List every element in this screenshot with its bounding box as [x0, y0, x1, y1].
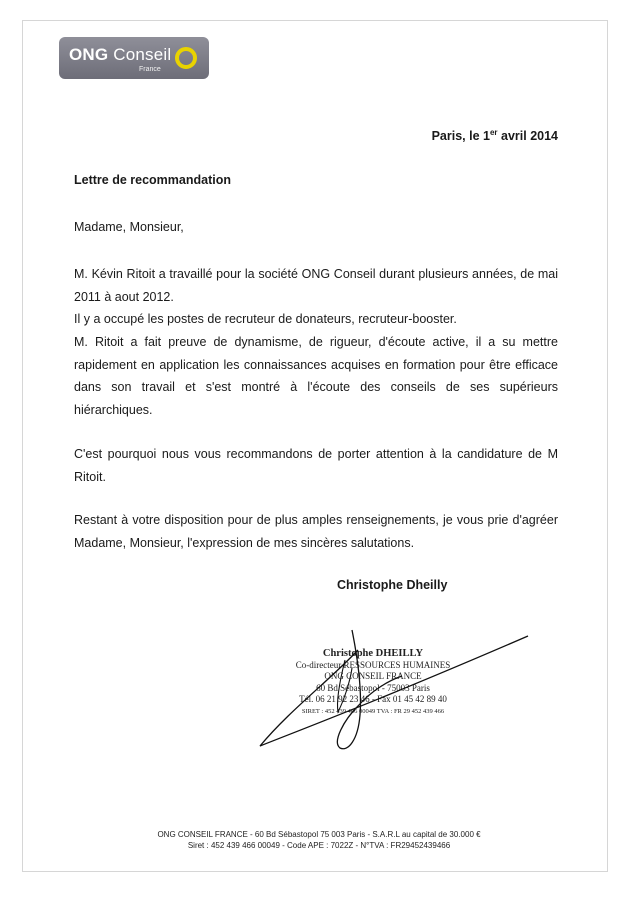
handwritten-signature [240, 620, 540, 760]
date-superscript: er [489, 128, 498, 137]
stamp-phone: Tél. 06 21 92 23 46 - Fax 01 45 42 89 40 [299, 694, 447, 705]
paragraph-recommendation: C'est pourquoi nous vous recommandons de porter attention à la candidature de M Ritoit. [74, 447, 558, 484]
letter-subject: Lettre de recommandation [74, 173, 231, 187]
stamp-ids: SIRET : 452 439 466 00049 TVA : FR 29 452 439 466 [301, 707, 445, 715]
date-prefix: Paris, le 1 [431, 129, 490, 144]
stamp-company: ONG CONSEIL FRANCE [324, 671, 422, 682]
paragraph-positions: Il y a occupé les postes de recruteur de donateurs, recruteur-booster. [74, 312, 457, 326]
logo-text-rest: Conseil [108, 45, 172, 64]
company-logo [59, 37, 209, 79]
footer-registration-line: Siret : 452 439 466 00049 - Code APE : 7022Z - N°TVA : FR29452439466 [187, 841, 451, 850]
logo-subtitle: France [139, 66, 161, 73]
stamp-title: Co-directeur RESSOURCES HUMAINES [295, 659, 451, 670]
stamp-address: 60 Bd Sébastopol - 75003 Paris [316, 682, 430, 693]
date-suffix: avril 2014 [497, 129, 558, 144]
paragraph-closing: Restant à votre disposition pour de plus amples renseignements, je vous prie d'agréer Madame, Monsieur, l'expression de mes sincères salutations. [74, 513, 558, 550]
paragraph-employment: M. Kévin Ritoit a travaillé pour la société ONG Conseil durant plusieurs années, de mai 2011 à aout 2012. [74, 267, 558, 304]
logo-text-bold: ONG [69, 45, 109, 64]
stamp-name: Christophe DHEILLY [322, 648, 424, 659]
letter-date [432, 128, 558, 143]
footer-company-line: ONG CONSEIL FRANCE - 60 Bd Sébastopol 75 003 Paris - S.A.R.L au capital de 30.000 € [157, 830, 481, 839]
paragraph-qualities: M. Ritoit a fait preuve de dynamisme, de rigueur, d'écoute active, il a su mettre rapidement en application les connaissances acquises en formation pour être efficace dans son travail et s'est montré à l'écoute des conseils de ses supérieurs hiérarchiques. [74, 335, 558, 418]
signature-stroke [260, 636, 528, 746]
logo-ring-icon [175, 47, 197, 69]
salutation: Madame, Monsieur, [74, 220, 184, 234]
signer-name: Christophe Dheilly [337, 578, 448, 592]
logo-text [69, 45, 171, 65]
